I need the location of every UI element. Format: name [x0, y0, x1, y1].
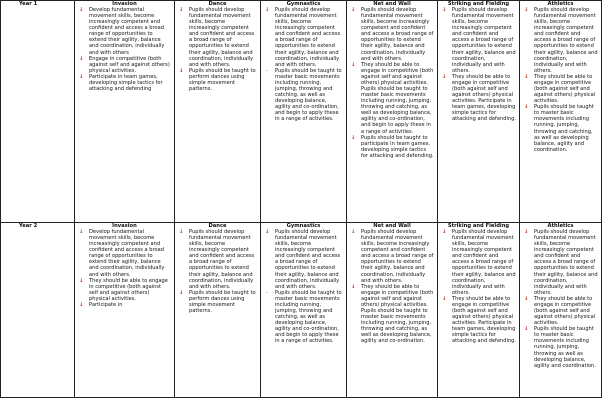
list-item: [523, 74, 598, 104]
bullet-arrow-icon: ↓: [79, 301, 84, 308]
activity-cell: [347, 1, 438, 223]
bullet-list: [350, 7, 434, 159]
activity-heading: Gymnastics: [286, 223, 321, 229]
bullet-arrow-icon: ↓: [179, 7, 184, 13]
bullet-list: [350, 229, 434, 344]
list-item: [264, 68, 343, 123]
bullet-text: Pupils should develop fundamental movement skills, become increasingly competent and confident and access a broad range of opportunities to extend their agility, balance and coordination, individually and with others.: [534, 229, 598, 296]
bullet-text: Pupils should develop fundamental movement skills, become increasingly competent and confident and access a broad range of opportunities to extend their agility, balance and coordination, individually and with others.: [189, 229, 255, 290]
activity-heading: Gymnastics: [286, 1, 321, 7]
bullet-text: Develop fundamental movement skills, become increasingly competent and confident and access a broad range of opportunities to extend their agility, balance and coordination, individually and with others.: [89, 229, 165, 278]
list-item: [78, 74, 171, 92]
bullet-arrow-icon: ↓: [442, 73, 447, 80]
bullet-arrow-icon: ↓: [265, 7, 270, 13]
list-item: [264, 7, 343, 68]
bullet-list: [78, 7, 171, 92]
bullet-text: Pupils should be taught to master basic movements including running, jumping, throwing and catching, as well as developing balance, agility and coordination.: [534, 104, 594, 153]
activity-cell: [175, 223, 261, 398]
bullet-list: [264, 7, 343, 122]
bullet-text: Participate in team games, developing simple tactics for attacking and defending: [89, 73, 163, 93]
list-item: [178, 229, 257, 290]
bullet-text: Pupils should be taught to master basic movements including running, jumping, throwing and catching, as well as developing balance, agility and co-ordination, and begin to apply these in a range of activities.: [275, 289, 342, 345]
bullet-arrow-icon: ↓: [79, 7, 84, 13]
list-item: [523, 229, 598, 296]
activity-cell: [520, 1, 602, 223]
bullet-arrow-icon: ↓: [442, 229, 447, 235]
list-item: [350, 7, 434, 62]
list-item: [178, 290, 257, 314]
bullet-text: They should be able to engage in competitive (both against self and against others) physical activities.: [534, 295, 596, 327]
bullet-arrow-icon: ↓: [79, 229, 84, 235]
bullet-text: They should be able to engage in competitive (both against self and against others) physical activities. Participate in team games, developing simple tactics for attacking and defending.: [452, 295, 516, 345]
bullet-list: [523, 229, 598, 369]
list-item: [523, 7, 598, 74]
list-item: [178, 7, 257, 68]
bullet-text: Pupils should develop fundamental movement skills, become increasingly competent and confident and access a broad range of opportunities to extend their agility, balance and coordination, individually and with others.: [452, 7, 516, 74]
bullet-list: [178, 229, 257, 314]
bullet-text: They should be able to engage in competitive (both against self and against others) physical activities. Pupils should be taught to master basic movements including running, jumping, throwing and catching, as well as developing balance, agility and co-ordination, and begin to apply these in a range of activities.: [361, 61, 434, 135]
bullet-list: [441, 229, 516, 344]
list-item: [264, 229, 343, 290]
activity-heading: Invasion: [112, 223, 137, 229]
bullet-arrow-icon: ↓: [351, 61, 356, 68]
list-item: [441, 74, 516, 123]
bullet-text: Pupils should develop fundamental movement skills, become increasingly competent and confident and access a broad range of opportunities to extend their agility, balance and coordination, individually and with others.: [452, 229, 516, 296]
bullet-text: Pupils should be taught to master basic movements including running, jumping, throwing and catching, as well as developing balance, agility and co-ordination, and begin to apply these in a range of activities.: [275, 67, 342, 123]
bullet-text: Develop fundamental movement skills, become increasingly competent and confident and access a broad range of opportunities to extend their agility, balance and coordination, individually and with others: [89, 7, 165, 56]
activity-heading: Dance: [208, 223, 227, 229]
bullet-text: Pupils should be taught to participate in team games, developing simple tactics for attacking and defending.: [361, 134, 434, 159]
bullet-arrow-icon: ↓: [524, 229, 529, 235]
activity-heading: Striking and Fielding: [447, 1, 510, 7]
bullet-arrow-icon: -: [266, 67, 268, 74]
bullet-text: Pupils should develop fundamental movement skills, become increasingly competent and confident and access a broad range of opportunities to extend their agility, balance and coordination, individually and with others.: [189, 7, 255, 68]
list-item: [264, 290, 343, 345]
list-item: [350, 284, 434, 345]
bullet-text: Pupils should develop fundamental movement skills, become increasingly competent and confident and access a broad range of opportunities to extend their agility, balance and coordination, individually and with others.: [275, 229, 341, 290]
activity-heading: Dance: [208, 1, 227, 7]
list-item: [178, 68, 257, 92]
bullet-text: Participate in: [89, 301, 123, 308]
bullet-arrow-icon: ↓: [79, 277, 84, 284]
bullet-text: Engage in competitive (both against self and against others) physical activities.: [89, 55, 170, 74]
activity-heading: Invasion: [112, 1, 137, 7]
list-item: [350, 135, 434, 159]
list-item: [523, 104, 598, 153]
bullet-arrow-icon: ↓: [351, 283, 356, 290]
bullet-arrow-icon: -: [266, 289, 268, 296]
bullet-arrow-icon: ↓: [351, 134, 356, 141]
bullet-text: Pupils should develop fundamental movement skills, become increasingly competent and confident and access a broad range of opportunities to extend their agility, balance and coordination, individually and with others.: [534, 7, 598, 74]
bullet-text: They should be able to engage in competitive (both against self and against others) physical activities. Pupils should be taught to master basic movements including running, jumping, throwing and catching, as well as developing balance, agility and co-ordination.: [361, 283, 434, 345]
list-item: [78, 7, 171, 56]
bullet-arrow-icon: ↓: [179, 67, 184, 74]
bullet-arrow-icon: ↓: [351, 7, 356, 13]
bullet-text: Pupils should be taught to perform dances using simple movement patterns.: [189, 67, 256, 93]
bullet-text: Pupils should be taught to master basic movements including running, jumping, throwing as well as developing balance, agility and coordination.: [534, 326, 596, 369]
list-item: [523, 296, 598, 326]
bullet-arrow-icon: ↓: [179, 229, 184, 235]
bullet-text: Pupils should develop fundamental movement skills, become increasingly competent and confident and access a broad range of opportunities to extend their agility, balance and coordination, individually and with others.: [361, 229, 434, 284]
bullet-arrow-icon: ↓: [524, 326, 529, 333]
bullet-arrow-icon: ↓: [442, 7, 447, 13]
list-item: [78, 56, 171, 74]
year-label: Year 2: [1, 223, 75, 398]
activity-heading: Athletics: [547, 1, 574, 7]
bullet-arrow-icon: ↓: [79, 55, 84, 62]
bullet-arrow-icon: ↓: [351, 229, 356, 235]
bullet-text: Pupils should develop fundamental movement skills, become increasingly competent and confident and access a broad range of opportunities to extend their agility, balance and coordination, individually and with others.: [275, 7, 341, 68]
table-row: [1, 223, 602, 398]
bullet-list: [264, 229, 343, 344]
bullet-arrow-icon: ↓: [524, 7, 529, 13]
bullet-arrow-icon: ↓: [524, 295, 529, 302]
activity-cell: [261, 223, 347, 398]
bullet-text: Pupils should develop fundamental movement skills, become increasingly competent and confident and access a broad range of opportunities to extend their agility, balance and coordination, individually and with others.: [361, 7, 434, 62]
list-item: [523, 326, 598, 369]
bullet-text: They should be able to engage in competitive (both against self and against others) physical activities.: [534, 73, 596, 105]
bullet-arrow-icon: ↓: [524, 73, 529, 80]
activity-cell: [520, 223, 602, 398]
activity-heading: Striking and Fielding: [447, 223, 510, 229]
list-item: [350, 62, 434, 135]
bullet-arrow-icon: ↓: [524, 104, 529, 111]
list-item: [78, 229, 171, 278]
activity-cell: [438, 1, 520, 223]
list-item: [78, 278, 171, 302]
bullet-text: Pupils should be taught to perform dances using simple movement patterns.: [189, 289, 256, 315]
bullet-list: [523, 7, 598, 153]
bullet-arrow-icon: ↓: [442, 295, 447, 302]
activity-heading: Athletics: [547, 223, 574, 229]
list-item: [441, 296, 516, 345]
bullet-list: [441, 7, 516, 122]
bullet-arrow-icon: ↓: [179, 289, 184, 296]
bullet-arrow-icon: ↓: [265, 229, 270, 235]
activity-cell: [347, 223, 438, 398]
table-row: [1, 1, 602, 223]
activity-cell: [175, 1, 261, 223]
activity-cell: [75, 223, 175, 398]
list-item: [441, 229, 516, 296]
list-item: [441, 7, 516, 74]
bullet-text: They should be able to engage in competitive (both against self and against others) physical activities.: [89, 277, 168, 302]
year-label: Year 1: [1, 1, 75, 223]
list-item: [350, 229, 434, 284]
list-item: [78, 302, 171, 308]
bullet-list: [178, 7, 257, 92]
bullet-list: [78, 229, 171, 308]
activity-cell: [261, 1, 347, 223]
bullet-arrow-icon: ↓: [79, 73, 84, 80]
activity-cell: [438, 223, 520, 398]
activity-heading: Net and Wall: [373, 1, 411, 7]
activity-heading: Net and Wall: [373, 223, 411, 229]
activity-cell: [75, 1, 175, 223]
bullet-text: They should be able to engage in competitive (both against self and against others) physical activities. Participate in team games, developing simple tactics for attacking and defending.: [452, 73, 516, 123]
